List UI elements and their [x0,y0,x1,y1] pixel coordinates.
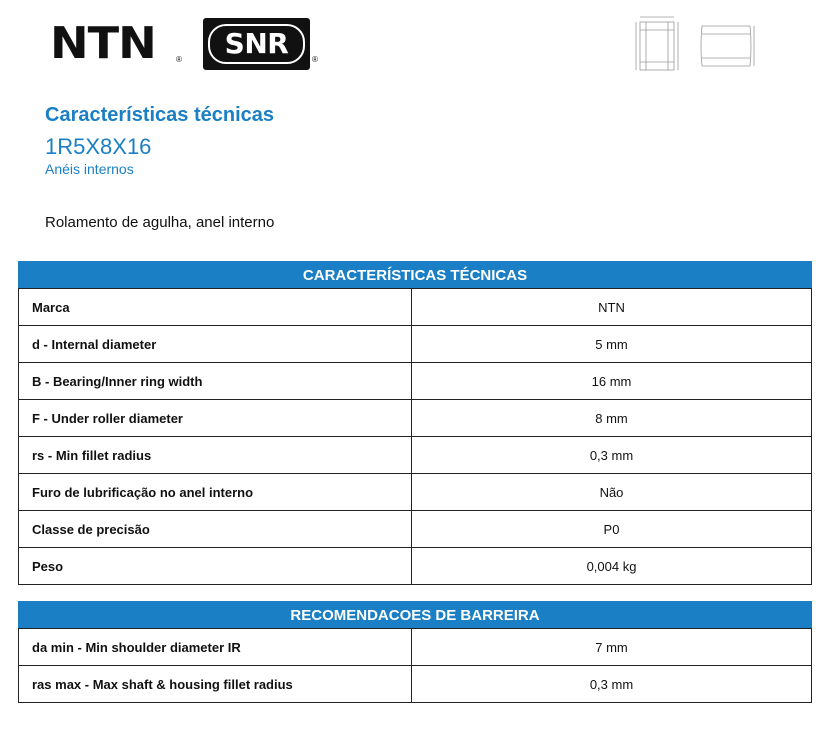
technical-drawing-icon [628,12,758,74]
row-label: da min - Min shoulder diameter IR [19,629,412,666]
table-row [19,666,812,703]
table-row [19,548,812,585]
snr-logo [203,18,310,70]
table-row [19,474,812,511]
row-label: Marca [19,289,412,326]
page-title: Características técnicas [45,104,275,126]
product-reference: 1R5X8X16 [45,134,152,159]
row-value: 5 mm [412,326,812,363]
row-value: 7 mm [412,629,812,666]
row-value: 0,3 mm [412,666,812,703]
specs-table [18,261,812,585]
table-row [19,289,812,326]
row-label: Classe de precisão [19,511,412,548]
row-value: 8 mm [412,400,812,437]
table-row [19,326,812,363]
table-row [19,437,812,474]
registered-mark: ® [312,55,318,64]
row-label: Furo de lubrificação no anel interno [19,474,412,511]
table-row [19,400,812,437]
row-label: ras max - Max shaft & housing fillet radius [19,666,412,703]
table-row [19,629,812,666]
recommendations-table [18,601,812,703]
row-value: 16 mm [412,363,812,400]
row-label: F - Under roller diameter [19,400,412,437]
row-label: rs - Min fillet radius [19,437,412,474]
registered-mark: ® [176,55,182,64]
row-label: Peso [19,548,412,585]
table-row [19,363,812,400]
recommendations-table-header: RECOMENDACOES DE BARREIRA [18,601,812,628]
row-value: P0 [412,511,812,548]
row-value: 0,004 kg [412,548,812,585]
snr-logo-text: SNR [208,24,305,64]
row-label: B - Bearing/Inner ring width [19,363,412,400]
ntn-logo: NTN [50,18,156,69]
table-row [19,511,812,548]
row-value: Não [412,474,812,511]
specs-table-header: CARACTERÍSTICAS TÉCNICAS [18,261,812,288]
product-category: Anéis internos [45,161,134,177]
row-label: d - Internal diameter [19,326,412,363]
row-value: NTN [412,289,812,326]
row-value: 0,3 mm [412,437,812,474]
product-description: Rolamento de agulha, anel interno [45,214,275,231]
